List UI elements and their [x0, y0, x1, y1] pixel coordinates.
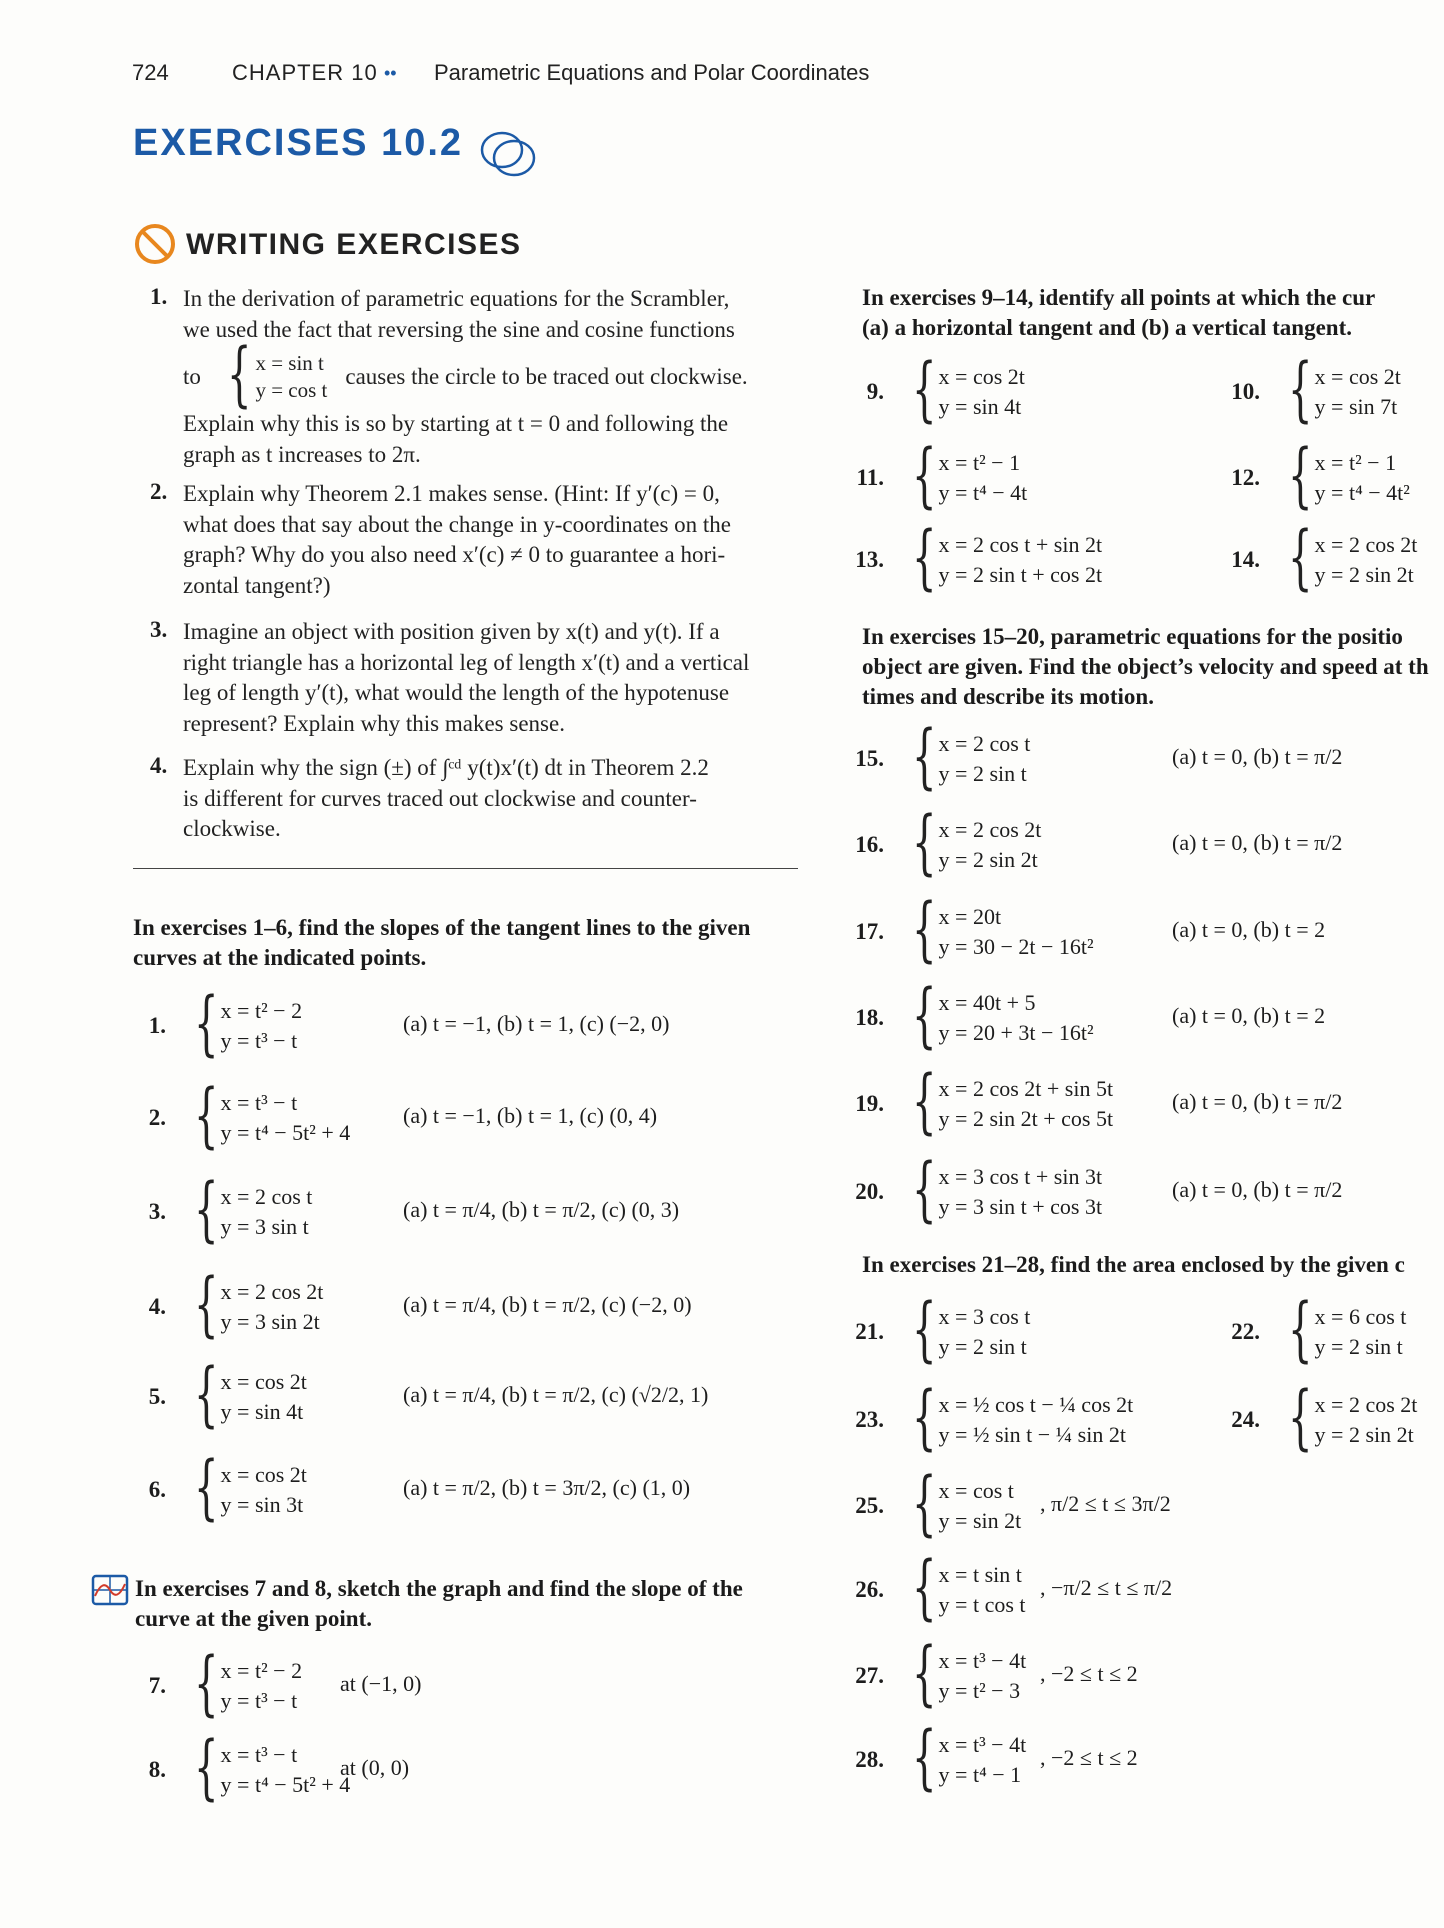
text-line: is different for curves traced out clockwise and counter- — [183, 785, 697, 811]
exercise-number: 4. — [148, 1294, 166, 1319]
exercise-3-answer-points: (a) t = π/4, (b) t = π/2, (c) (0, 3) — [403, 1197, 680, 1222]
equation-x: x = cos 2t — [1314, 364, 1401, 389]
equation-x: x = t³ − t — [220, 1742, 298, 1767]
exercise-15-answer-points: (a) t = 0, (b) t = π/2 — [1172, 744, 1343, 769]
page-number: 724 — [132, 60, 169, 85]
writing-ex-4-number: 4. — [150, 753, 168, 778]
equation-x: x = t³ − 4t — [938, 1732, 1027, 1757]
exercise-16-answer-points: (a) t = 0, (b) t = π/2 — [1172, 830, 1343, 855]
equation-x: x = cos 2t — [938, 364, 1025, 389]
exercise-9: 9. { x = cos 2t y = sin 4t — [842, 360, 1025, 424]
exercise-number: 2. — [148, 1105, 166, 1130]
exercise-number: 28. — [855, 1747, 884, 1772]
exercise-12: 12. { x = t² − 1 y = t⁴ − 4t² — [1218, 446, 1410, 510]
equation-x: x = t² − 2 — [220, 1658, 303, 1683]
exercise-7-answer-points: at (−1, 0) — [340, 1671, 422, 1696]
exercise-4: 4. { x = 2 cos 2t y = 3 sin 2t — [124, 1275, 323, 1339]
eq-y: y = cos t — [255, 378, 328, 402]
instructions-7-8 — [135, 1574, 825, 1634]
instructions-15-20 — [862, 622, 1444, 712]
equation-x: x = 2 cos t — [938, 731, 1031, 756]
writing-ex-3 — [183, 617, 795, 739]
exercise-26: 26. { x = t sin t y = t cos t — [842, 1558, 1026, 1622]
exercise-21: 21. { x = 3 cos t y = 2 sin t — [842, 1300, 1030, 1364]
equation-y: y = 2 sin 2t + cos 5t — [938, 1106, 1114, 1131]
instruction-line: In exercises 9–14, identify all points at which the cur — [862, 285, 1376, 310]
exercise-number: 21. — [855, 1319, 884, 1344]
text-to: to — [183, 363, 201, 389]
exercise-27: 27. { x = t³ − 4t y = t² − 3 — [842, 1644, 1026, 1708]
text-line: leg of length y′(t), what would the length of the hypotenuse — [183, 680, 730, 705]
exercise-14: 14. { x = 2 cos 2t y = 2 sin 2t — [1218, 528, 1417, 592]
writing-exercises-title: WRITING EXERCISES — [186, 228, 522, 261]
equation-y: y = 20 + 3t − 16t² — [938, 1020, 1094, 1045]
text-line: we used the fact that reversing the sine and cosine functions — [183, 316, 735, 342]
exercise-number: 22. — [1231, 1319, 1260, 1344]
instruction-line: In exercises 7 and 8, sketch the graph and find the slope of the — [135, 1576, 743, 1601]
equation-y: y = sin 2t — [938, 1508, 1022, 1533]
exercise-5-answer-points: (a) t = π/4, (b) t = π/2, (c) (√2/2, 1) — [403, 1382, 709, 1407]
writing-ex-3-number: 3. — [150, 617, 168, 642]
exercise-number: 12. — [1231, 465, 1260, 490]
text-line: represent? Explain why this makes sense. — [183, 710, 565, 736]
text-line: zontal tangent?) — [183, 572, 331, 598]
exercise-number: 20. — [855, 1179, 884, 1204]
exercise-18-answer-points: (a) t = 0, (b) t = 2 — [1172, 1003, 1326, 1028]
text-line: Imagine an object with position given by x(t) and y(t). If a — [183, 619, 720, 644]
equation-x: x = t³ − 4t — [938, 1648, 1027, 1673]
header-dots: •• — [384, 63, 397, 83]
chapter-label: CHAPTER 10 — [232, 60, 378, 85]
equation-y: y = sin 3t — [220, 1492, 304, 1517]
equation-x: x = 2 cos t + sin 2t — [938, 532, 1103, 557]
equation-y: y = t³ − t — [220, 1028, 298, 1053]
exercise-number: 7. — [148, 1673, 166, 1698]
text-line: graph? Why do you also need x′(c) ≠ 0 to guarantee a hori- — [183, 542, 726, 567]
equation-y: y = t⁴ − 5t² + 4 — [220, 1772, 351, 1797]
equation-y: y = sin 7t — [1314, 394, 1398, 419]
text-line: In the derivation of parametric equations for the Scrambler, — [183, 286, 730, 311]
instruction-line: object are given. Find the object’s velocity and speed at th — [862, 654, 1429, 679]
equation-x: x = 3 cos t + sin 3t — [938, 1164, 1103, 1189]
instruction-line: curve at the given point. — [135, 1606, 373, 1631]
equation-y: y = sin 4t — [938, 394, 1022, 419]
equation-x: x = t² − 1 — [938, 450, 1021, 475]
instruction-line: In exercises 21–28, find the area enclosed by the given c — [862, 1252, 1405, 1277]
equation-x: x = t² − 1 — [1314, 450, 1397, 475]
exercise-number: 9. — [866, 379, 884, 404]
writing-ex-1: In the derivation of parametric equations for the Scrambler, we used the fact that reversing the sine and cosine functions to { x = sin t y = cos t causes the circle to be traced out clockwise. Explain why this is so by starting at t = 0 and following the graph as t increases to 2π. — [183, 284, 795, 470]
text-line: Explain why the sign (±) of ∫ᶜᵈ y(t)x′(t) dt in Theorem 2.2 — [183, 755, 709, 780]
equation-x: x = t² − 2 — [220, 998, 303, 1023]
equation-y: y = 3 sin t — [220, 1214, 309, 1239]
equation-y: y = t³ − t — [220, 1688, 298, 1713]
exercise-20: 20. { x = 3 cos t + sin 3t y = 3 sin t + cos 3t — [842, 1160, 1102, 1224]
exercise-8-answer-points: at (0, 0) — [340, 1755, 410, 1780]
exercise-number: 11. — [856, 465, 884, 490]
exercise-number: 19. — [855, 1091, 884, 1116]
equation-y: y = 2 sin 2t — [938, 847, 1038, 872]
instructions-21-28 — [862, 1250, 1444, 1280]
exercise-number: 26. — [855, 1577, 884, 1602]
section-divider — [133, 868, 798, 869]
instruction-line: In exercises 15–20, parametric equations for the positio — [862, 624, 1403, 649]
equation-y: y = 2 sin t — [938, 761, 1027, 786]
equation-y: y = t⁴ − 1 — [938, 1762, 1022, 1787]
equation-x: x = t sin t — [938, 1562, 1022, 1587]
exercise-2-answer-points: (a) t = −1, (b) t = 1, (c) (0, 4) — [403, 1103, 658, 1128]
equation-y: y = 2 sin 2t — [1314, 1422, 1414, 1447]
equation-y: y = 2 sin t + cos 2t — [938, 562, 1103, 587]
equation-y: y = 2 sin 2t — [1314, 562, 1414, 587]
equation-y: y = t⁴ − 4t² — [1314, 480, 1410, 505]
exercise-18: 18. { x = 40t + 5 y = 20 + 3t − 16t² — [842, 986, 1094, 1050]
exercise-17-answer-points: (a) t = 0, (b) t = 2 — [1172, 917, 1326, 942]
exercise-6: 6. { x = cos 2t y = sin 3t — [124, 1458, 307, 1522]
exercise-10: 10. { x = cos 2t y = sin 7t — [1218, 360, 1401, 424]
instruction-line: In exercises 1–6, find the slopes of the tangent lines to the given — [133, 915, 751, 940]
exercise-number: 6. — [148, 1477, 166, 1502]
exercise-23: 23. { x = ½ cos t − ¼ cos 2t y = ½ sin t − ¼ sin 2t — [842, 1388, 1133, 1452]
exercise-number: 17. — [855, 919, 884, 944]
exercise-6-answer-points: (a) t = π/2, (b) t = 3π/2, (c) (1, 0) — [403, 1475, 691, 1500]
graphing-calculator-icon — [91, 1574, 129, 1606]
exercise-number: 23. — [855, 1407, 884, 1432]
equation-y: y = t² − 3 — [938, 1678, 1021, 1703]
exercise-15: 15. { x = 2 cos t y = 2 sin t — [842, 727, 1030, 791]
writing-ex-2-number: 2. — [150, 479, 168, 504]
exercise-26-answer-points: , −π/2 ≤ t ≤ π/2 — [1040, 1575, 1173, 1600]
text-line: what does that say about the change in y-coordinates on the — [183, 511, 732, 537]
instructions-1-6 — [133, 913, 823, 973]
equation-x: x = cos 2t — [220, 1462, 307, 1487]
equation-y: y = t cos t — [938, 1592, 1026, 1617]
exercise-3: 3. { x = 2 cos t y = 3 sin t — [124, 1180, 312, 1244]
exercise-13: 13. { x = 2 cos t + sin 2t y = 2 sin t + cos 2t — [842, 528, 1102, 592]
exercise-16: 16. { x = 2 cos 2t y = 2 sin 2t — [842, 813, 1041, 877]
venn-circles-icon — [474, 120, 542, 188]
exercise-number: 8. — [148, 1757, 166, 1782]
exercise-17: 17. { x = 20t y = 30 − 2t − 16t² — [842, 900, 1094, 964]
exercise-number: 25. — [855, 1493, 884, 1518]
equation-x: x = 20t — [938, 904, 1002, 929]
equation-y: y = 3 sin 2t — [220, 1309, 320, 1334]
exercise-number: 24. — [1231, 1407, 1260, 1432]
equation-x: x = 2 cos 2t + sin 5t — [938, 1076, 1114, 1101]
text-line: Explain why Theorem 2.1 makes sense. (Hint: If y′(c) = 0, — [183, 481, 720, 506]
exercise-number: 5. — [148, 1384, 166, 1409]
exercise-2: 2. { x = t³ − t y = t⁴ − 5t² + 4 — [124, 1086, 350, 1150]
exercise-28-answer-points: , −2 ≤ t ≤ 2 — [1040, 1745, 1138, 1770]
equation-y: y = 2 sin t — [938, 1334, 1027, 1359]
exercise-24: 24. { x = 2 cos 2t y = 2 sin 2t — [1218, 1388, 1417, 1452]
equation-x: x = cos 2t — [220, 1369, 307, 1394]
equation-x: x = 40t + 5 — [938, 990, 1036, 1015]
no-sign-icon — [133, 222, 177, 266]
text-line: Explain why this is so by starting at t = 0 and following the — [183, 411, 729, 436]
equation-x: x = cos t — [938, 1478, 1014, 1503]
equation-x: x = 2 cos 2t — [220, 1279, 324, 1304]
chapter-title: Parametric Equations and Polar Coordinates — [434, 60, 870, 85]
equation-y: y = t⁴ − 4t — [938, 480, 1028, 505]
exercise-27-answer-points: , −2 ≤ t ≤ 2 — [1040, 1661, 1138, 1686]
equation-x: x = 2 cos 2t — [938, 817, 1042, 842]
writing-ex-2 — [183, 479, 795, 601]
exercise-number: 27. — [855, 1663, 884, 1688]
exercise-22: 22. { x = 6 cos t y = 2 sin t — [1218, 1300, 1406, 1364]
exercise-number: 14. — [1231, 547, 1260, 572]
exercise-25-answer-points: , π/2 ≤ t ≤ 3π/2 — [1040, 1491, 1171, 1516]
equation-y: y = t⁴ − 5t² + 4 — [220, 1120, 351, 1145]
equation-x: x = 2 cos 2t — [1314, 532, 1418, 557]
text-line: causes the circle to be traced out clockwise. — [345, 363, 748, 389]
exercise-number: 10. — [1231, 379, 1260, 404]
equation-y: y = ½ sin t − ¼ sin 2t — [938, 1422, 1126, 1447]
instruction-line: (a) a horizontal tangent and (b) a vertical tangent. — [862, 315, 1352, 340]
exercise-number: 15. — [855, 746, 884, 771]
exercise-8: 8. { x = t³ − t y = t⁴ − 5t² + 4 — [124, 1738, 350, 1802]
exercise-28: 28. { x = t³ − 4t y = t⁴ − 1 — [842, 1728, 1026, 1792]
exercise-1-answer-points: (a) t = −1, (b) t = 1, (c) (−2, 0) — [403, 1011, 670, 1036]
equation-x: x = 3 cos t — [938, 1304, 1031, 1329]
exercise-7: 7. { x = t² − 2 y = t³ − t — [124, 1654, 302, 1718]
equation-x: x = 6 cos t — [1314, 1304, 1407, 1329]
section-title: EXERCISES 10.2 — [133, 122, 464, 164]
equation-x: x = ½ cos t − ¼ cos 2t — [938, 1392, 1134, 1417]
equation-y: y = 2 sin t — [1314, 1334, 1403, 1359]
text-line: clockwise. — [183, 816, 281, 841]
instruction-line: curves at the indicated points. — [133, 945, 427, 970]
writing-ex-1-number: 1. — [150, 284, 168, 309]
text-line: right triangle has a horizontal leg of length x′(t) and a vertical — [183, 649, 750, 675]
equation-y: y = 30 − 2t − 16t² — [938, 934, 1094, 959]
exercise-5: 5. { x = cos 2t y = sin 4t — [124, 1365, 307, 1429]
exercise-19-answer-points: (a) t = 0, (b) t = π/2 — [1172, 1089, 1343, 1114]
eq-x: x = sin t — [255, 351, 324, 375]
exercise-25: 25. { x = cos t y = sin 2t — [842, 1474, 1021, 1538]
instructions-9-14 — [862, 283, 1444, 343]
exercise-4-answer-points: (a) t = π/4, (b) t = π/2, (c) (−2, 0) — [403, 1292, 692, 1317]
equation-x: x = 2 cos t — [220, 1184, 313, 1209]
equation-y: y = sin 4t — [220, 1399, 304, 1424]
instruction-line: times and describe its motion. — [862, 684, 1154, 709]
exercise-number: 3. — [148, 1199, 166, 1224]
equation-x: x = 2 cos 2t — [1314, 1392, 1418, 1417]
exercise-number: 1. — [148, 1013, 166, 1038]
writing-ex-4 — [183, 753, 795, 845]
exercise-number: 16. — [855, 832, 884, 857]
exercise-20-answer-points: (a) t = 0, (b) t = π/2 — [1172, 1177, 1343, 1202]
equation-y: y = 3 sin t + cos 3t — [938, 1194, 1103, 1219]
exercise-1: 1. { x = t² − 2 y = t³ − t — [124, 994, 302, 1058]
exercise-number: 18. — [855, 1005, 884, 1030]
exercise-number: 13. — [855, 547, 884, 572]
text-line: graph as t increases to 2π. — [183, 441, 421, 467]
exercise-11: 11. { x = t² − 1 y = t⁴ − 4t — [842, 446, 1027, 510]
equation-x: x = t³ − t — [220, 1090, 298, 1115]
exercise-19: 19. { x = 2 cos 2t + sin 5t y = 2 sin 2t + cos 5t — [842, 1072, 1113, 1136]
